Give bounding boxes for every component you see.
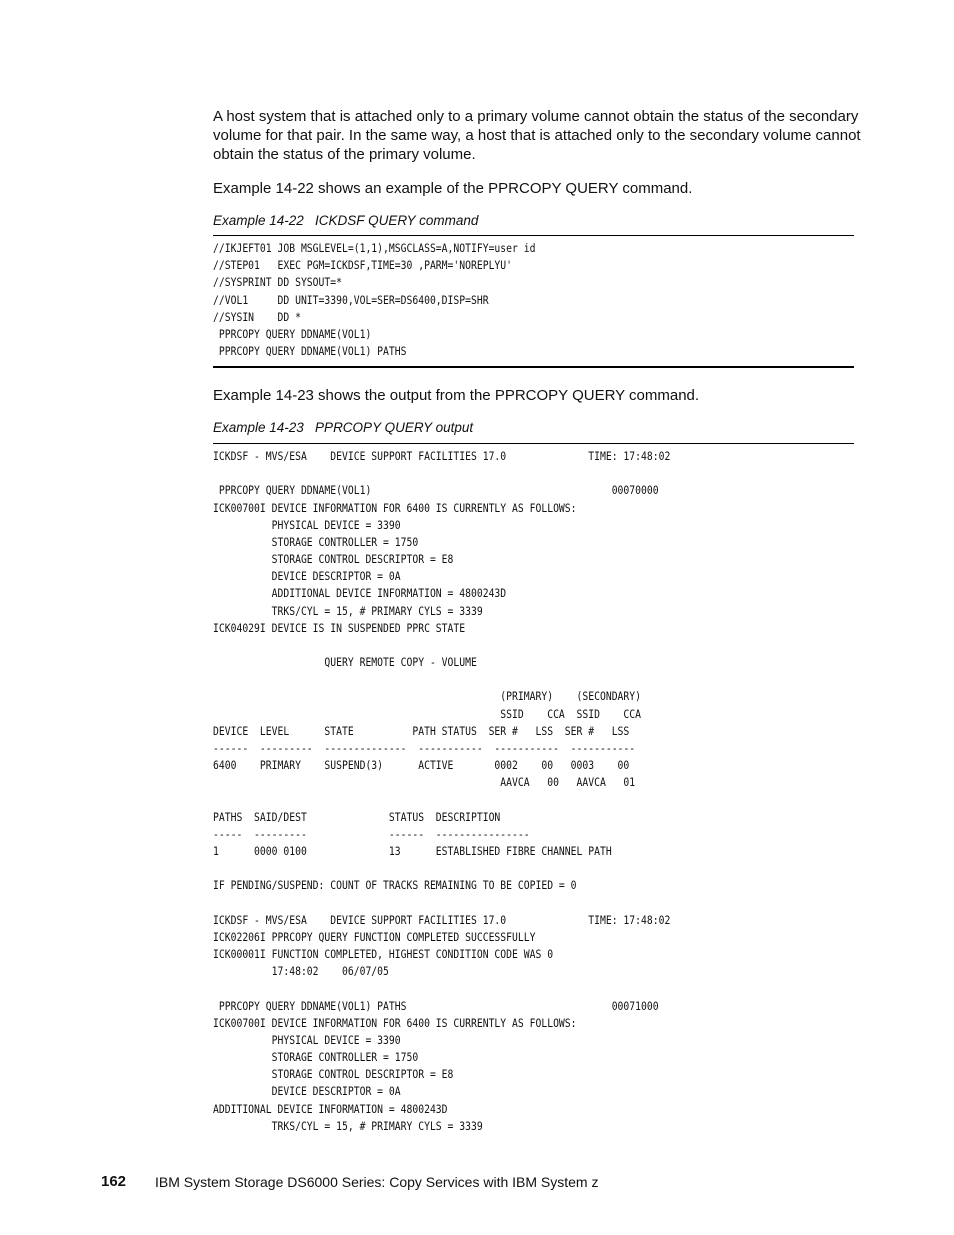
example-23-caption: Example 14-23 PPRCOPY QUERY output — [213, 420, 474, 435]
example-22-top-rule — [213, 235, 854, 236]
example-22-caption: Example 14-22 ICKDSF QUERY command — [213, 213, 479, 228]
example-23-code-block: ICKDSF - MVS/ESA DEVICE SUPPORT FACILITIES 17.0 TIME: 17:48:02 PPRCOPY QUERY DDNAME(VOL1) 00070000 ICK00700I DEVICE INFORMATION FOR 6400 IS CURRENTLY AS FOLLOWS: PHYSICAL DEVICE = 3390 STORAGE CONTROLLER = 1750 STORAGE CONTROL DESCRIPTOR = E8 DEVICE DESCRIPTOR = 0A ADDITIONAL DEVICE INFORMATION = 4800243D TRKS/CYL = 15, # PRIMARY CYLS = 3339 ICK04029I DEVICE IS IN SUSPENDED PPRC STATE QUERY REMOTE COPY - VOLUME (PRIMARY) (SECONDARY) SSID CCA SSID CCA DEVICE LEVEL STATE PATH STATUS SER # LSS SER # LSS ------ --------- -------------- ----------- ----------- ----------- 6400 PRIMARY SUSPEND(3) ACTIVE 0002 00 0003 00 AAVCA 00 AAVCA 01 PATHS SAID/DEST STATUS DESCRIPTION ----- --------- ------ ---------------- 1 0000 0100 13 ESTABLISHED FIBRE CHANNEL PATH IF PENDING/SUSPEND: COUNT OF TRACKS REMAINING TO BE COPIED = 0 ICKDSF - MVS/ESA DEVICE SUPPORT FACILITIES 17.0 TIME: 17:48:02 ICK02206I PPRCOPY QUERY FUNCTION COMPLETED SUCCESSFULLY ICK00001I FUNCTION COMPLETED, HIGHEST CONDITION CODE WAS 0 17:48:02 06/07/05 PPRCOPY QUERY DDNAME(VOL1) PATHS 00071000 ICK00700I DEVICE INFORMATION FOR 6400 IS CURRENTLY AS FOLLOWS: PHYSICAL DEVICE = 3390 STORAGE CONTROLLER = 1750 STORAGE CONTROL DESCRIPTOR = E8 DEVICE DESCRIPTOR = 0A ADDITIONAL DEVICE INFORMATION = 4800243D TRKS/CYL = 15, # PRIMARY CYLS = 3339 — [213, 449, 671, 1133]
example-23-intro: Example 14-23 shows the output from the PPRCOPY QUERY command. — [213, 387, 700, 404]
example-23-top-rule — [213, 443, 854, 444]
example-22-code-block: //IKJEFT01 JOB MSGLEVEL=(1,1),MSGCLASS=A,NOTIFY=user id //STEP01 EXEC PGM=ICKDSF,TIME=30 ,PARM='NOREPLYU' //SYSPRINT DD SYSOUT=* //VOL1 DD UNIT=3390,VOL=SER=DS6400,DISP=SHR //SYSIN DD * PPRCOPY QUERY DDNAME(VOL1) PPRCOPY QUERY DDNAME(VOL1) PATHS — [213, 241, 536, 359]
page-number: 162 — [101, 1173, 127, 1190]
example-22-bottom-rule — [213, 366, 854, 368]
example-22-intro: Example 14-22 shows an example of the PPRCOPY QUERY command. — [213, 180, 693, 197]
book-title: IBM System Storage DS6000 Series: Copy Services with IBM System z — [155, 1174, 599, 1190]
intro-paragraph: A host system that is attached only to a primary volume cannot obtain the status of the secondary volume for that pair. In the same way, a host that is attached only to the secondary volume cannot obtain the status of the primary volume. — [213, 108, 861, 163]
